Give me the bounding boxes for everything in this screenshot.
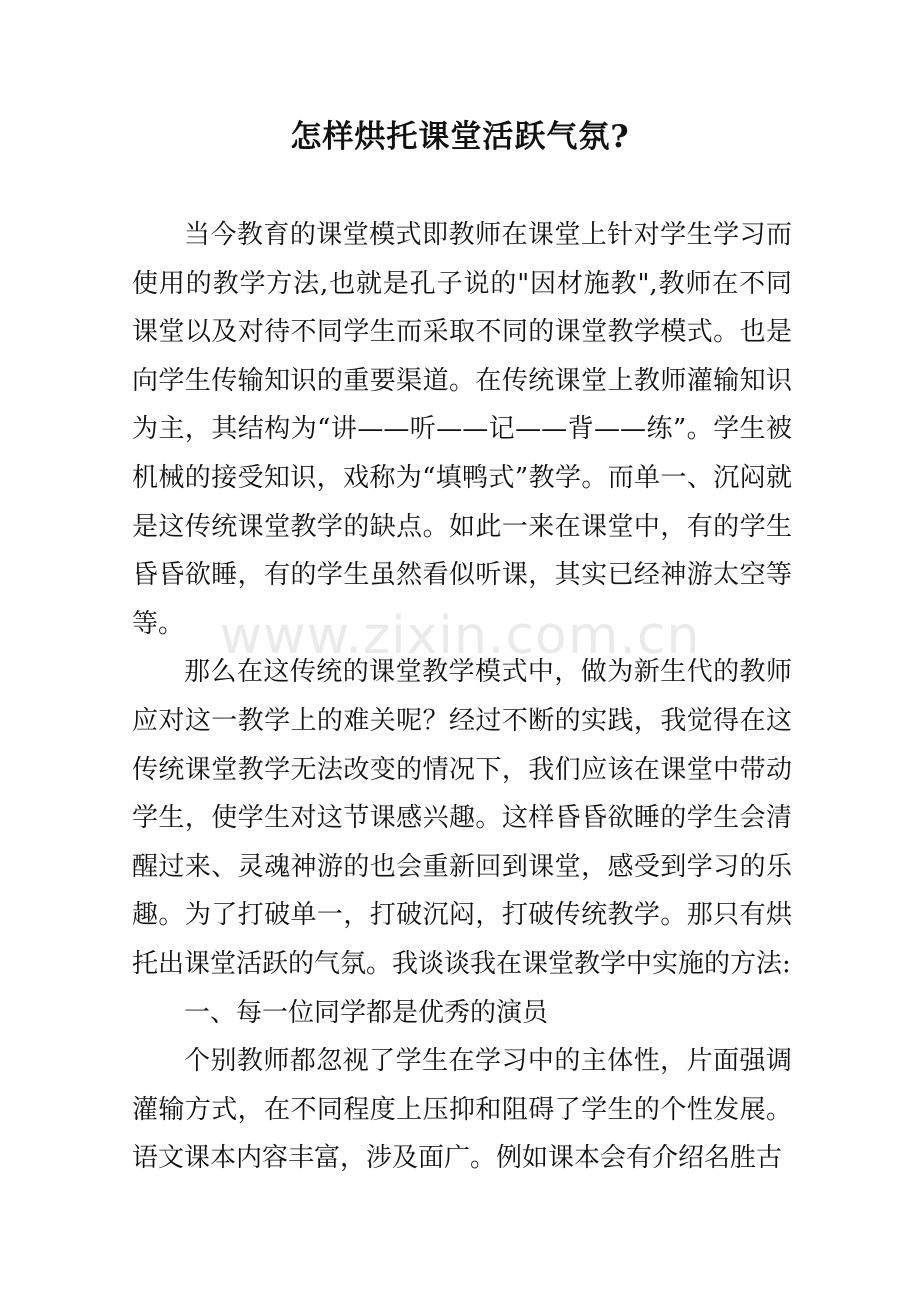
paragraph: 那么在这传统的课堂教学模式中，做为新生代的教师应对这一教学上的难关呢？经过不断的实践，我觉得在这传统课堂教学无法改变的情况下，我们应该在课堂中带动学生，使学生对这节课感兴趣。这样昏昏欲睡的学生会清醒过来、灵魂神游的也会重新回到课堂，感受到学习的乐趣。为了打破单一，打破沉闷，打破传统教学。那只有烘托出课堂活跃的气氛。我谈谈我在课堂教学中实施的方法: bbox=[132, 657, 792, 979]
document-title: 怎样烘托课堂活跃气氛? bbox=[290, 119, 630, 155]
watermark: www.zixin.com.cn bbox=[219, 606, 701, 666]
document-body bbox=[132, 211, 792, 1183]
paragraph: 个别教师都忽视了学生在学习中的主体性，片面强调灌输方式，在不同程度上压抑和阻碍了学生的个性发展。语文课本内容丰富，涉及面广。例如课本会有介绍名胜古 bbox=[132, 1046, 792, 1174]
paragraph: 当今教育的课堂模式即教师在课堂上针对学生学习而使用的教学方法,也就是孔子说的"因材施教",教师在不同课堂以及对待不同学生而采取不同的课堂教学模式。也是向学生传输知识的重要渠道。在传统课堂上教师灌输知识为主，其结构为“讲——听——记——背——练”。学生被机械的接受知识，戏称为“填鸭式”教学。而单一、沉闷就是这传统课堂教学的缺点。如此一来在课堂中，有的学生昏昏欲睡，有的学生虽然看似听课，其实已经神游太空等等。 bbox=[132, 220, 792, 639]
section-heading: 一、每一位同学都是优秀的演员 bbox=[184, 997, 549, 1028]
